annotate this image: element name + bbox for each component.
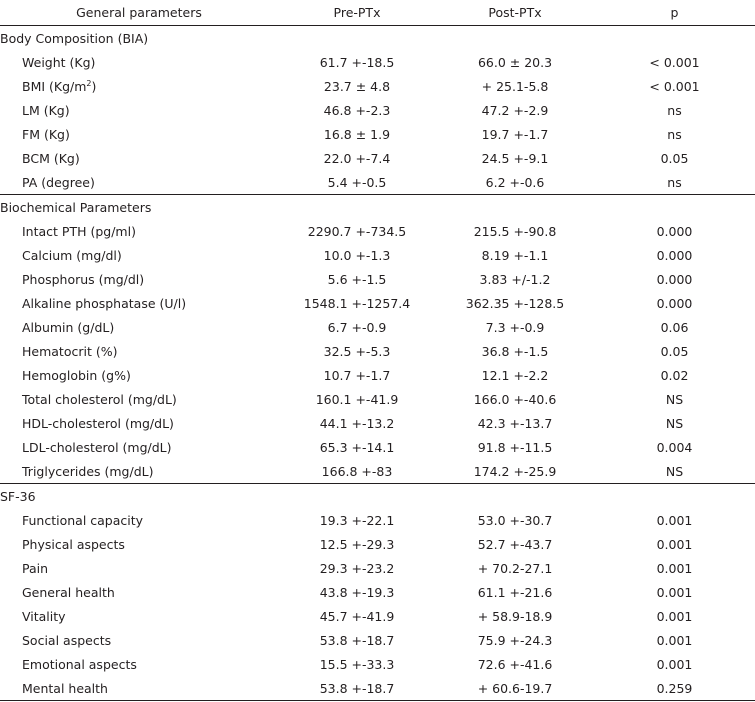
row-label [0, 459, 278, 484]
p-value: NS [665, 391, 684, 407]
pre-ptx-value: 53.8 +-18.7 [278, 676, 436, 701]
p-value: ns [667, 126, 682, 142]
row-label-text: Phosphorus (mg/dl) [22, 271, 145, 287]
table-row [0, 435, 755, 459]
post-ptx-value: 7.3 +-0.9 [485, 319, 545, 335]
row-label-text: Hemoglobin (g%) [22, 367, 131, 383]
row-label [0, 532, 278, 556]
p-value: 0.02 [660, 367, 689, 383]
pre-ptx-value: 5.4 +-0.5 [327, 174, 387, 190]
table-row [0, 508, 755, 532]
row-label [0, 170, 278, 195]
section-title: Body Composition (BIA) [0, 30, 149, 46]
p-value: 0.001 [656, 512, 693, 528]
table-row [0, 267, 755, 291]
pre-ptx-value: 65.3 +-14.1 [319, 439, 395, 455]
p-value: 0.001 [656, 584, 693, 600]
row-label-text: Mental health [22, 680, 108, 696]
table-row [0, 411, 755, 435]
row-label-superscript: 2 [86, 78, 92, 88]
row-label [0, 508, 278, 532]
pre-ptx-value: 45.7 +-41.9 [319, 608, 395, 624]
row-label [0, 604, 278, 628]
section-row [0, 484, 755, 509]
pre-ptx-value: 6.7 +-0.9 [327, 319, 387, 335]
post-ptx-value: 3.83 +/-1.2 [479, 271, 551, 287]
row-label-text: PA (degree) [22, 174, 95, 190]
pre-ptx-value: 22.0 +-7.4 [323, 150, 391, 166]
row-label [0, 267, 278, 291]
post-ptx-value: + 58.9-18.9 [477, 608, 553, 624]
p-value: 0.000 [656, 223, 693, 239]
table-row [0, 652, 755, 676]
pre-ptx-value: 166.8 +-83 [321, 463, 393, 479]
pre-ptx-value: 23.7 ± 4.8 [323, 78, 391, 94]
pre-ptx-value: 61.7 +-18.5 [319, 54, 395, 70]
p-value: 0.000 [656, 247, 693, 263]
p-value: 0.06 [660, 319, 689, 335]
row-label-text: Calcium (mg/dl) [22, 247, 122, 263]
table-row [0, 532, 755, 556]
post-ptx-value: 91.8 +-11.5 [477, 439, 553, 455]
table-row [0, 628, 755, 652]
row-label [0, 628, 278, 652]
post-ptx-value: 75.9 +-24.3 [477, 632, 553, 648]
header-p-value: p [594, 0, 755, 26]
post-ptx-value: 24.5 +-9.1 [481, 150, 549, 166]
post-ptx-value: 6.2 +-0.6 [485, 174, 545, 190]
row-label-text: BMI (Kg/m [22, 78, 87, 94]
row-label-suffix: ) [91, 78, 97, 94]
table-row [0, 122, 755, 146]
pre-ptx-value: 10.0 +-1.3 [323, 247, 391, 263]
post-ptx-value: + 60.6-19.7 [436, 676, 594, 701]
row-label [0, 291, 278, 315]
row-label [0, 219, 278, 243]
row-label [0, 146, 278, 170]
p-value: 0.001 [656, 656, 693, 672]
row-label [0, 50, 278, 74]
p-value: NS [665, 463, 684, 479]
table-row [0, 315, 755, 339]
p-value: 0.001 [656, 560, 693, 576]
section-row [0, 195, 755, 220]
section-title: SF-36 [0, 484, 755, 509]
post-ptx-value: + 25.1-5.8 [481, 78, 549, 94]
pre-ptx-value: 10.7 +-1.7 [323, 367, 391, 383]
row-label [0, 315, 278, 339]
row-label-text: Social aspects [22, 632, 112, 648]
row-label [0, 387, 278, 411]
pre-ptx-value: 15.5 +-33.3 [319, 656, 395, 672]
table-row [0, 50, 755, 74]
post-ptx-value: 8.19 +-1.1 [481, 247, 549, 263]
row-label [0, 652, 278, 676]
table-row [0, 74, 755, 98]
pre-ptx-value: 53.8 +-18.7 [319, 632, 395, 648]
p-value: 0.000 [656, 271, 693, 287]
table-header [0, 0, 755, 26]
table-row [0, 580, 755, 604]
section-row [0, 26, 755, 51]
table-row [0, 459, 755, 484]
row-label-text: HDL-cholesterol (mg/dL) [22, 415, 174, 431]
table-row [0, 556, 755, 580]
row-label-text: Total cholesterol (mg/dL) [22, 391, 177, 407]
post-ptx-value: 42.3 +-13.7 [477, 415, 553, 431]
row-label [0, 243, 278, 267]
post-ptx-value: 61.1 +-21.6 [477, 584, 553, 600]
row-label-text: FM (Kg) [22, 126, 70, 142]
row-label [0, 435, 278, 459]
post-ptx-value: 174.2 +-25.9 [473, 463, 557, 479]
table-body [0, 26, 755, 701]
post-ptx-value: 215.5 +-90.8 [473, 223, 557, 239]
p-value: 0.001 [656, 536, 693, 552]
row-label-text: LDL-cholesterol (mg/dL) [22, 439, 172, 455]
p-value: ns [667, 174, 682, 190]
row-label-text: Triglycerides (mg/dL) [22, 463, 154, 479]
row-label [0, 363, 278, 387]
post-ptx-value: 166.0 +-40.6 [473, 391, 557, 407]
row-label [0, 411, 278, 435]
p-value: 0.001 [656, 632, 693, 648]
table-row [0, 363, 755, 387]
row-label [0, 556, 278, 580]
row-label-text: Alkaline phosphatase (U/l) [22, 295, 187, 311]
post-ptx-value: 66.0 ± 20.3 [477, 54, 553, 70]
p-value: 0.001 [656, 608, 693, 624]
p-value: 0.259 [594, 676, 755, 701]
row-label [0, 122, 278, 146]
row-label [0, 676, 278, 701]
row-label-text: BCM (Kg) [22, 150, 80, 166]
row-label-text: Pain [22, 560, 49, 576]
row-label [0, 74, 278, 98]
pre-ptx-value: 12.5 +-29.3 [319, 536, 395, 552]
table-row [0, 219, 755, 243]
post-ptx-value: 362.35 +-128.5 [465, 295, 565, 311]
table-row [0, 604, 755, 628]
row-label-text: Emotional aspects [22, 656, 137, 672]
table-row [0, 387, 755, 411]
header-general-parameters: General parameters [0, 0, 278, 26]
p-value: 0.05 [660, 343, 689, 359]
p-value: 0.05 [660, 150, 689, 166]
pre-ptx-value: 2290.7 +-734.5 [307, 223, 407, 239]
post-ptx-value: 72.6 +-41.6 [477, 656, 553, 672]
post-ptx-value: + 70.2-27.1 [477, 560, 553, 576]
p-value: 0.004 [656, 439, 693, 455]
table-row [0, 98, 755, 122]
row-label-text: Hematocrit (%) [22, 343, 118, 359]
row-label [0, 580, 278, 604]
row-label-text: LM (Kg) [22, 102, 70, 118]
row-label-text: Functional capacity [22, 512, 144, 528]
pre-ptx-value: 16.8 ± 1.9 [323, 126, 391, 142]
pre-ptx-value: 1548.1 +-1257.4 [303, 295, 411, 311]
pre-ptx-value: 29.3 +-23.2 [319, 560, 395, 576]
p-value: < 0.001 [649, 78, 700, 94]
header-pre-ptx: Pre-PTx [278, 0, 436, 26]
p-value: ns [667, 102, 682, 118]
table-row [0, 676, 755, 701]
row-label [0, 339, 278, 363]
post-ptx-value: 53.0 +-30.7 [477, 512, 553, 528]
pre-ptx-value: 160.1 +-41.9 [315, 391, 399, 407]
p-value: NS [665, 415, 684, 431]
post-ptx-value: 12.1 +-2.2 [481, 367, 549, 383]
table-row [0, 146, 755, 170]
pre-ptx-value: 5.6 +-1.5 [327, 271, 387, 287]
post-ptx-value: 52.7 +-43.7 [477, 536, 553, 552]
post-ptx-value: 36.8 +-1.5 [481, 343, 549, 359]
header-row [0, 0, 755, 26]
section-title: Biochemical Parameters [0, 195, 755, 220]
post-ptx-value: 47.2 +-2.9 [481, 102, 549, 118]
row-label [0, 98, 278, 122]
table-row [0, 243, 755, 267]
row-label-text: Vitality [22, 608, 66, 624]
row-label-text: Intact PTH (pg/ml) [22, 223, 136, 239]
row-label-text: Albumin (g/dL) [22, 319, 115, 335]
row-label-text: Physical aspects [22, 536, 125, 552]
p-value: 0.000 [656, 295, 693, 311]
pre-ptx-value: 32.5 +-5.3 [323, 343, 391, 359]
pre-ptx-value: 43.8 +-19.3 [319, 584, 395, 600]
table-row [0, 291, 755, 315]
p-value: < 0.001 [649, 54, 700, 70]
table-row [0, 170, 755, 195]
pre-ptx-value: 44.1 +-13.2 [319, 415, 395, 431]
header-post-ptx: Post-PTx [436, 0, 594, 26]
table-row [0, 339, 755, 363]
row-label-text: Weight (Kg) [22, 54, 96, 70]
pre-ptx-value: 46.8 +-2.3 [323, 102, 391, 118]
row-label-text: General health [22, 584, 115, 600]
pre-ptx-value: 19.3 +-22.1 [319, 512, 395, 528]
post-ptx-value: 19.7 +-1.7 [481, 126, 549, 142]
